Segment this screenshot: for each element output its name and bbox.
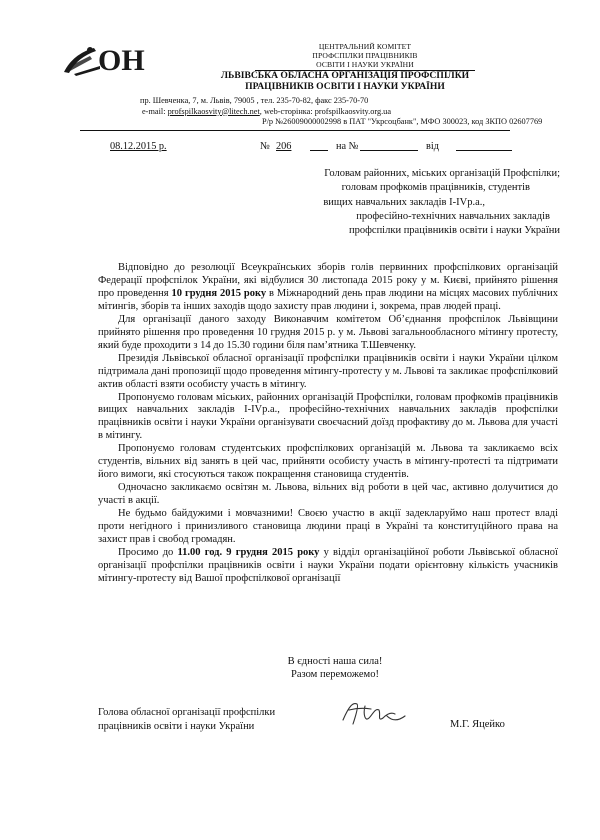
union-logo	[60, 38, 160, 78]
addressee-line: головам профкомів працівників, студентів	[341, 182, 530, 194]
addressee-line: Головам районних, міських організацій Профспілки;	[324, 168, 560, 179]
email-link[interactable]: profspilkaosvity@litech.net	[167, 106, 260, 116]
postal-address: пр. Шевченка, 7, м. Львів, 79005 , тел. 235-70-82, факс 235-70-70	[140, 96, 369, 105]
signatory-name: М.Г. Яцейко	[450, 719, 505, 730]
email-website-line	[140, 107, 520, 118]
letter-number: 206	[276, 141, 292, 152]
handwritten-signature	[335, 696, 415, 730]
organization-name	[175, 70, 515, 92]
parent-org-line: ОСВІТИ І НАУКИ УКРАЇНИ	[255, 60, 475, 70]
letter-body	[98, 262, 558, 586]
parent-org-line: ЦЕНТРАЛЬНИЙ КОМІТЕТ	[318, 42, 412, 51]
body-paragraph: Відповідно до резолюції Всеукраїнських зборів голів первинних профспілкових організацій Федерації профспілок України, які відбулися 30 листопада 2015 року у м. Києві, прийнято рішення про проведення 10 грудня 2015 року в Міжнародний день прав людини на місцях масових публічних мітингів, зборів та інших заходів щодо захисту прав людини і, зокрема, прав людей праці.	[98, 262, 559, 312]
contact-block	[140, 96, 520, 117]
addressee-line: профспілки працівників освіти і науки України	[348, 225, 560, 237]
signatory-title-line: Голова обласної організації профспілки	[98, 707, 276, 718]
organization-name-line: ЛЬВІВСЬКА ОБЛАСНА ОРГАНІЗАЦІЯ ПРОФСПІЛКИ	[220, 70, 470, 81]
logo-lettering: ОН	[98, 44, 145, 77]
parent-org-line: ПРОФСПІЛКИ ПРАЦІВНИКІВ	[312, 51, 418, 61]
number-label: №	[260, 141, 270, 152]
parent-org-block	[255, 42, 475, 71]
addressee-line: професійно-технічних навчальних закладів	[356, 210, 550, 222]
event-date-emphasis: 10 грудня 2015 року	[171, 287, 267, 299]
deadline-emphasis: 11.00 год. 9 грудня 2015 року	[177, 546, 320, 558]
letterhead-divider	[80, 130, 510, 131]
from-label: від	[426, 141, 439, 152]
reference-line	[110, 140, 550, 154]
addressee-block	[240, 167, 560, 238]
reply-to-label: на №	[336, 141, 359, 152]
body-paragraph: Не будьмо байдужими і мовчазними! Своєю участю в акції задекларуймо наш протест владі проти негідного і принизливого становища людини праці в Україні та конституційного права на захист прав і свобод громадян.	[98, 508, 558, 546]
organization-name-line: ПРАЦІВНИКІВ ОСВІТИ І НАУКИ УКРАЇНИ	[245, 81, 445, 92]
addressee-line: вищих навчальних закладів І-ІVр.а.,	[323, 196, 485, 208]
signatory-title-line: працівників освіти і науки України	[98, 720, 255, 732]
letter-date: 08.12.2015 р.	[110, 141, 167, 152]
body-paragraph: Президія Львівської обласної організації профспілки працівників освіти і науки України цілком підтримала дані пропозиції щодо проведення мітингу-протесту у м. Львові та закликає профспілковий актив області взяти особисту участь в мітингу.	[98, 352, 558, 390]
body-paragraph: Одночасно закликаємо освітян м. Львова, вільних від роботи в цей час, активно долучитися до участі в акції.	[98, 482, 558, 507]
slogan-line: Разом переможемо!	[291, 669, 379, 680]
body-paragraph: Просимо до 11.00 год. 9 грудня 2015 року у відділ організаційної роботи Львівської обласної організації профспілки працівників освіти і науки України подати орієнтовну кількість учасників мітингу-протесту від Вашої профспілкової організації	[98, 546, 558, 584]
website-text: , web-сторінка: profspilkaosvity.org.ua	[259, 106, 392, 116]
slogan-line: В єдності наша сила!	[287, 656, 383, 667]
body-paragraph: Пропонуємо головам студентських профспілкових організацій м. Львова та закликаємо всіх студентів, вільних від занять в цей час, прийняти особисту участь в мітингу-протесті та підтримати його вимоги, які стосуються також покращення становища студентів.	[98, 443, 558, 481]
body-paragraph: Пропонуємо головам міських, районних організацій Профспілки, головам профкомів працівників вищих навчальних закладів І-ІVр.а., професійно-технічних навчальних закладів профспілки працівників освіти і науки України організувати своєчасний доїзд профактиву до м. Львова для участі в мітингу.	[98, 391, 558, 442]
signatory-title	[98, 706, 338, 733]
email-label: e-mail:	[142, 106, 168, 116]
closing-slogan	[255, 655, 415, 681]
bank-details: Р/р №26009000002998 в ПАТ "Укрсоцбанк", МФО 300023, код ЗКПО 02607769	[262, 117, 543, 126]
body-paragraph: Для організації даного заходу Виконавчим комітетом Об’єднання профспілок Львівщини прийнято рішення про проведення 10 грудня 2015 р. у м. Львові загальнообласного мітингу протесту, який буде проходити з 14 до 15.30 години біля пам’ятника Т.Шевченку.	[98, 313, 558, 351]
